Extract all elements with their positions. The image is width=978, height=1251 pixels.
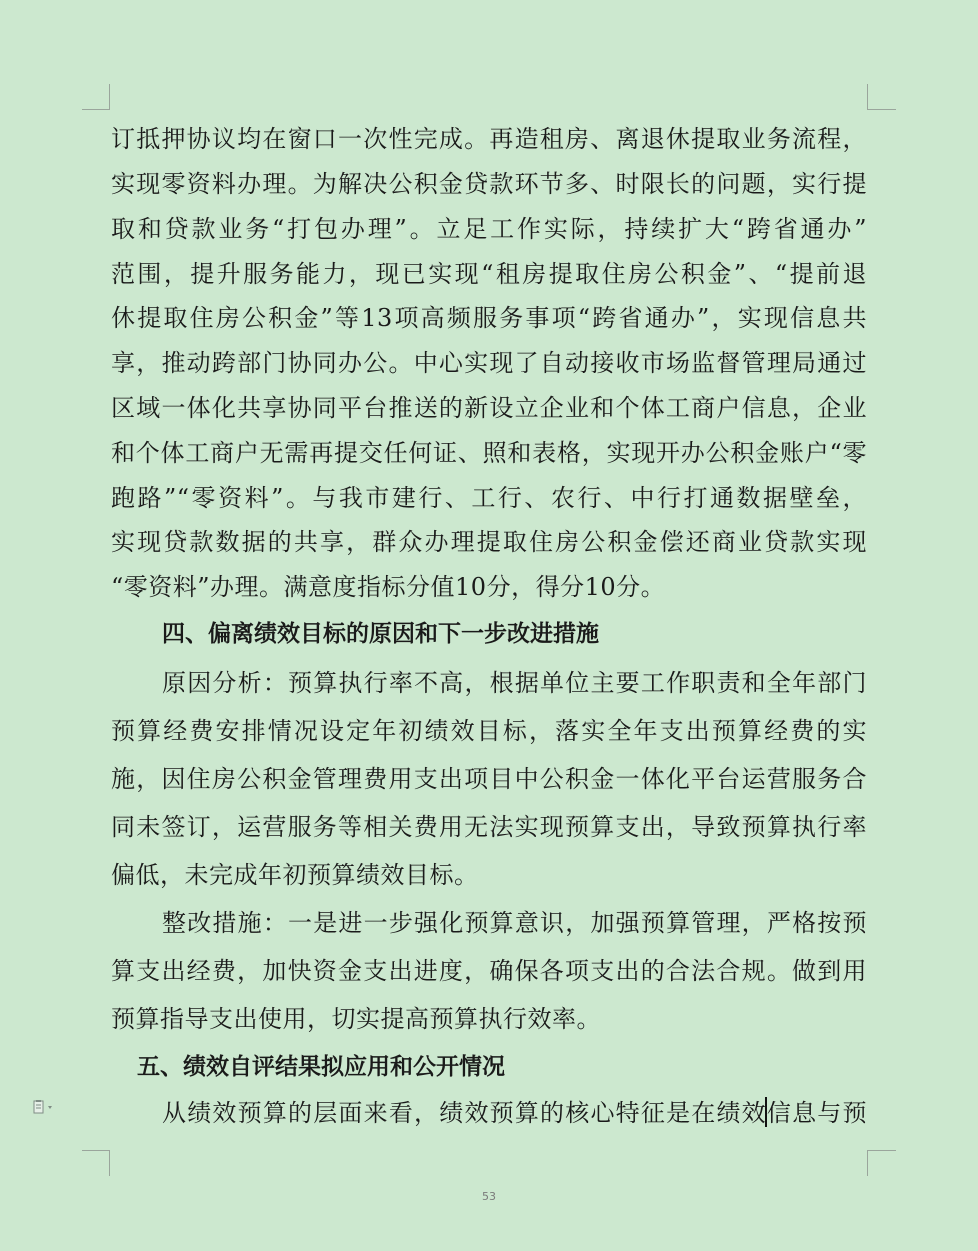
body-line[interactable]: 跑路”“零资料”。与我市建行、工行、农行、中行打通数据壁垒， — [111, 484, 867, 512]
crop-mark-top-right — [867, 84, 868, 110]
crop-mark-top-left — [82, 109, 109, 110]
body-line[interactable]: 享，推动跨部门协同办公。中心实现了自动接收市场监督管理局通过 — [111, 349, 867, 377]
body-line[interactable]: 预算指导支出使用，切实提高预算执行效率。 — [111, 1005, 601, 1033]
body-line[interactable]: 预算经费安排情况设定年初绩效目标，落实全年支出预算经费的实 — [111, 717, 867, 745]
body-line[interactable]: 从绩效预算的层面来看，绩效预算的核心特征是在绩效信息与预 — [162, 1099, 867, 1127]
crop-mark-top-right — [868, 109, 896, 110]
body-line[interactable]: 范围，提升服务能力，现已实现“租房提取住房公积金”、“提前退 — [111, 260, 867, 288]
crop-mark-top-left — [109, 84, 110, 110]
crop-mark-bottom-right — [867, 1150, 868, 1176]
body-line[interactable]: 原因分析：预算执行率不高，根据单位主要工作职责和全年部门 — [162, 669, 867, 697]
section-heading-5[interactable]: 五、绩效自评结果拟应用和公开情况 — [137, 1054, 505, 1080]
crop-mark-bottom-left — [82, 1150, 109, 1151]
body-line[interactable]: “零资料”办理。满意度指标分值10分，得分10分。 — [111, 573, 666, 601]
crop-mark-bottom-left — [109, 1150, 110, 1176]
body-line[interactable]: 施，因住房公积金管理费用支出项目中公积金一体化平台运营服务合 — [111, 765, 867, 793]
page-number: 53 — [482, 1190, 496, 1203]
body-line[interactable]: 区域一体化共享协同平台推送的新设立企业和个体工商户信息，企业 — [111, 394, 867, 422]
body-line[interactable]: 偏低，未完成年初预算绩效目标。 — [111, 861, 479, 889]
body-line[interactable]: 和个体工商户无需再提交任何证、照和表格，实现开办公积金账户“零 — [111, 439, 867, 467]
paste-options-icon[interactable] — [33, 1100, 57, 1114]
body-line[interactable]: 订抵押协议均在窗口一次性完成。再造租房、离退休提取业务流程， — [111, 125, 867, 153]
body-line[interactable]: 算支出经费，加快资金支出进度，确保各项支出的合法合规。做到用 — [111, 957, 867, 985]
text-cursor — [765, 1097, 767, 1127]
body-line[interactable]: 实现零资料办理。为解决公积金贷款环节多、时限长的问题，实行提 — [111, 170, 867, 198]
body-line[interactable]: 取和贷款业务“打包办理”。立足工作实际，持续扩大“跨省通办” — [111, 215, 867, 243]
section-heading-4[interactable]: 四、偏离绩效目标的原因和下一步改进措施 — [162, 621, 599, 647]
body-line[interactable]: 实现贷款数据的共享，群众办理提取住房公积金偿还商业贷款实现 — [111, 528, 867, 556]
body-line[interactable]: 同未签订，运营服务等相关费用无法实现预算支出，导致预算执行率 — [111, 813, 867, 841]
body-line[interactable]: 休提取住房公积金”等13项高频服务事项“跨省通办”，实现信息共 — [111, 304, 867, 332]
crop-mark-bottom-right — [868, 1150, 896, 1151]
body-line[interactable]: 整改措施：一是进一步强化预算意识，加强预算管理，严格按预 — [162, 909, 867, 937]
